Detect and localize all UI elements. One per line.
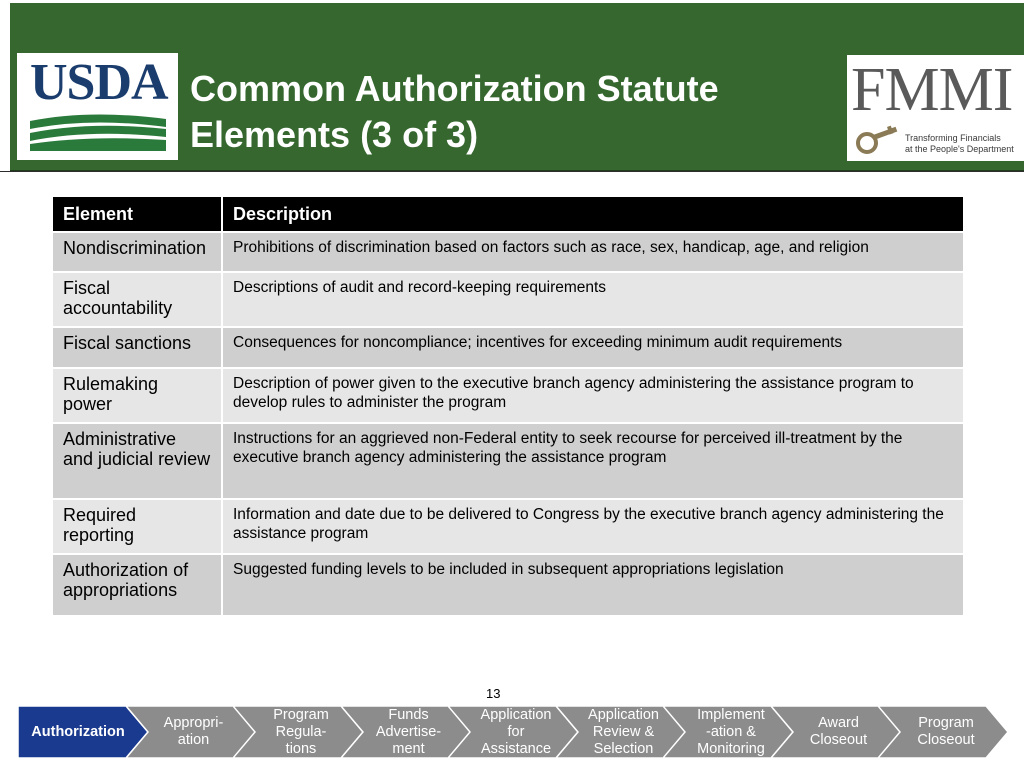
process-step-label: Program Closeout xyxy=(917,715,975,748)
table-header-row xyxy=(52,196,964,232)
description-cell: Prohibitions of discrimination based on factors such as race, sex, handicap, age, and religion xyxy=(222,232,964,272)
fmmi-tagline-line-2: at the People's Department xyxy=(905,144,1014,154)
description-cell: Consequences for noncompliance; incentives for exceeding minimum audit requirements xyxy=(222,327,964,368)
process-step-label: Application Review & Selection xyxy=(588,706,659,757)
process-step-label: Application for Assistance xyxy=(480,706,552,757)
fmmi-logo-text: FMMI xyxy=(851,56,1013,124)
element-cell: Administrative and judicial review xyxy=(52,423,222,499)
table-row xyxy=(52,423,964,499)
table-row xyxy=(52,327,964,368)
description-cell: Suggested funding levels to be included in subsequent appropriations legislation xyxy=(222,554,964,616)
header-divider xyxy=(0,171,1024,172)
element-cell: Authorization of appropriations xyxy=(52,554,222,616)
fmmi-tagline xyxy=(905,133,1014,155)
table-row xyxy=(52,272,964,327)
element-cell: Rulemaking power xyxy=(52,368,222,423)
process-step-9[interactable] xyxy=(878,706,1008,758)
page-number: 13 xyxy=(486,686,501,701)
table-row xyxy=(52,232,964,272)
element-cell: Nondiscrimination xyxy=(52,232,222,272)
table-row xyxy=(52,554,964,616)
description-cell: Information and date due to be delivered to Congress by the executive branch agency administering the assistance program xyxy=(222,499,964,554)
table-row xyxy=(52,368,964,423)
page-title xyxy=(190,66,830,158)
usda-logo-field-icon xyxy=(30,113,166,153)
usda-logo-text: USDA xyxy=(30,54,168,111)
key-icon xyxy=(853,117,901,157)
column-header-description: Description xyxy=(222,196,964,232)
element-cell: Required reporting xyxy=(52,499,222,554)
description-cell: Instructions for an aggrieved non-Federal entity to seek recourse for perceived ill-treatment by the executive branch agency administering the assistance program xyxy=(222,423,964,499)
process-steps-bar xyxy=(18,706,1018,758)
process-step-label: Funds Advertise- ment xyxy=(375,706,442,757)
process-step-label: Program Regula- tions xyxy=(273,706,329,757)
statute-elements-table xyxy=(51,195,965,617)
element-cell: Fiscal sanctions xyxy=(52,327,222,368)
fmmi-logo xyxy=(847,55,1024,161)
column-header-element: Element xyxy=(52,196,222,232)
fmmi-tagline-line-1: Transforming Financials xyxy=(905,133,1001,143)
table-row xyxy=(52,499,964,554)
description-cell: Descriptions of audit and record-keeping requirements xyxy=(222,272,964,327)
process-step-label: Appropri- ation xyxy=(163,715,224,748)
process-step-label: Authorization xyxy=(31,723,125,740)
page-title-line-2: Elements (3 of 3) xyxy=(190,114,479,155)
process-step-label: Implement -ation & Monitoring xyxy=(697,706,765,757)
element-cell: Fiscal accountability xyxy=(52,272,222,327)
page-title-line-1: Common Authorization Statute xyxy=(190,68,719,109)
description-cell: Description of power given to the executive branch agency administering the assistance program to develop rules to administer the program xyxy=(222,368,964,423)
usda-logo xyxy=(17,53,178,160)
process-step-label: Award Closeout xyxy=(809,715,868,748)
